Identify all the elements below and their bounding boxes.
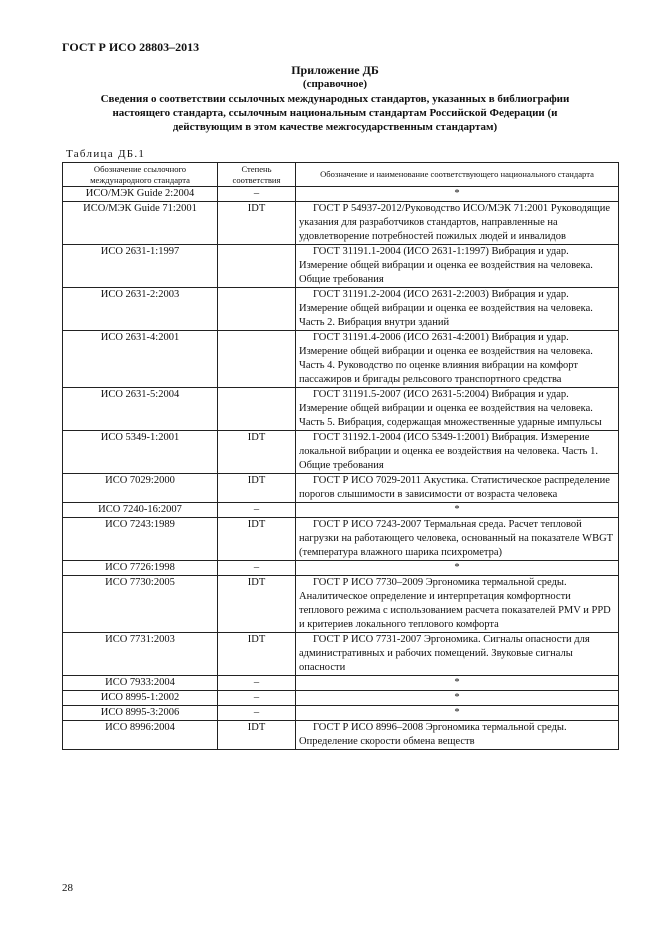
table-row (63, 721, 619, 750)
intl-standard-cell: ИСО 2631-4:2001 (63, 331, 218, 388)
national-standard-cell (296, 202, 619, 245)
degree-cell: IDT (218, 431, 296, 474)
national-standard-text: ГОСТ Р ИСО 7731-2007 Эргономика. Сигналы опасности для административных и рабочих помещений. Звуковые сигналы опасности (299, 634, 590, 673)
degree-cell: IDT (218, 576, 296, 633)
page-number: 28 (62, 882, 73, 894)
national-standard-text: * (454, 707, 460, 718)
national-standard-cell (296, 245, 619, 288)
national-standard-text: * (454, 677, 460, 688)
degree-cell: – (218, 706, 296, 721)
national-standard-text: ГОСТ Р ИСО 7243-2007 Термальная среда. Расчет тепловой нагрузки на работающего человека, основанный на показателе WBGT (температура влажного шарика психрометра) (299, 519, 613, 558)
national-standard-text: ГОСТ Р ИСО 7730–2009 Эргономика термальной среды. Аналитическое определение и интерпретация комфортности теплового режима с использованием расчета показателей PMV и PPD и критериев локального теплового комфорта (299, 577, 611, 630)
table-row (63, 431, 619, 474)
document-standard-header: ГОСТ Р ИСО 28803–2013 (62, 40, 200, 54)
national-standard-text: ГОСТ 31191.2-2004 (ИСО 2631-2:2003) Вибрация и удар. Измерение общей вибрации и оценка ее воздействия на человека. Часть 2. Вибрация внутри зданий (299, 289, 593, 328)
intl-standard-cell: ИСО 8995-3:2006 (63, 706, 218, 721)
table-row (63, 561, 619, 576)
degree-cell: IDT (218, 633, 296, 676)
header-national-standard: Обозначение и наименование соответствующего национального стандарта (296, 163, 619, 187)
table-row (63, 633, 619, 676)
intl-standard-cell: ИСО 8995-1:2002 (63, 691, 218, 706)
national-standard-text: ГОСТ 31191.4-2006 (ИСО 2631-4:2001) Вибрация и удар. Измерение общей вибрации и оценка ее воздействия на человека. Часть 4. Руководство по оценке влияния вибрации на комфорт пассажиров и бригады рельсового транспортного средства (299, 332, 593, 385)
table-row (63, 503, 619, 518)
intl-standard-cell: ИСО/МЭК Guide 71:2001 (63, 202, 218, 245)
national-standard-cell (296, 187, 619, 202)
national-standard-cell (296, 331, 619, 388)
intl-standard-cell: ИСО 7726:1998 (63, 561, 218, 576)
intl-standard-cell: ИСО/МЭК Guide 2:2004 (63, 187, 218, 202)
national-standard-text: ГОСТ 31192.1-2004 (ИСО 5349-1:2001) Вибрация. Измерение локальной вибрации и оценка ее воздействия на человека. Часть 1. Общие требования (299, 432, 598, 471)
appendix-caption-line: настоящего стандарта, ссылочным национальным стандартам Российской Федерации (и (112, 107, 558, 119)
appendix-caption-line: действующим в этом качестве межгосударственным стандартам) (172, 121, 498, 133)
intl-standard-cell: ИСО 7243:1989 (63, 518, 218, 561)
table-row (63, 474, 619, 503)
table-row (63, 706, 619, 721)
header-intl-standard: Обозначение ссылочного международного стандарта (63, 163, 218, 187)
intl-standard-cell: ИСО 7933:2004 (63, 676, 218, 691)
intl-standard-cell: ИСО 7731:2003 (63, 633, 218, 676)
national-standard-cell (296, 474, 619, 503)
table-label: Таблица ДБ.1 (66, 148, 146, 160)
header-degree: Степень соответствия (218, 163, 296, 187)
national-standard-cell (296, 561, 619, 576)
intl-standard-cell: ИСО 7730:2005 (63, 576, 218, 633)
national-standard-cell (296, 633, 619, 676)
national-standard-cell (296, 576, 619, 633)
table-row (63, 676, 619, 691)
national-standard-cell (296, 388, 619, 431)
degree-cell: IDT (218, 518, 296, 561)
national-standard-text: ГОСТ Р 54937-2012/Руководство ИСО/МЭК 71:2001 Руководящие указания для разработчиков стандартов, направленные на удовлетворение потребностей пожилых людей и инвалидов (299, 203, 611, 242)
national-standard-cell (296, 518, 619, 561)
national-standard-cell (296, 288, 619, 331)
degree-cell: IDT (218, 202, 296, 245)
national-standard-cell (296, 706, 619, 721)
table-header-row (63, 163, 619, 187)
intl-standard-cell: ИСО 2631-2:2003 (63, 288, 218, 331)
intl-standard-cell: ИСО 2631-5:2004 (63, 388, 218, 431)
table-row (63, 245, 619, 288)
table-row (63, 691, 619, 706)
degree-cell (218, 288, 296, 331)
degree-cell: – (218, 561, 296, 576)
degree-cell: – (218, 503, 296, 518)
national-standard-cell (296, 503, 619, 518)
degree-cell: IDT (218, 721, 296, 750)
table-row (63, 518, 619, 561)
table-row (63, 202, 619, 245)
table-row (63, 288, 619, 331)
intl-standard-cell: ИСО 8996:2004 (63, 721, 218, 750)
national-standard-text: ГОСТ 31191.5-2007 (ИСО 2631-5:2004) Вибрация и удар. Измерение общей вибрации и оценка ее воздействия на человека. Часть 5. Вибрация, содержащая множественные ударные импульсы (299, 389, 602, 428)
intl-standard-cell: ИСО 7240-16:2007 (63, 503, 218, 518)
national-standard-text: * (454, 692, 460, 703)
degree-cell: – (218, 187, 296, 202)
degree-cell: IDT (218, 474, 296, 503)
national-standard-cell (296, 431, 619, 474)
degree-cell (218, 388, 296, 431)
degree-cell: – (218, 676, 296, 691)
national-standard-text: * (454, 562, 460, 573)
national-standard-cell (296, 721, 619, 750)
table-row (63, 187, 619, 202)
table-body (63, 187, 619, 750)
appendix-caption-line: Сведения о соответствии ссылочных международных стандартов, указанных в библиографии (100, 93, 570, 105)
national-standard-cell (296, 691, 619, 706)
intl-standard-cell: ИСО 2631-1:1997 (63, 245, 218, 288)
table-row (63, 331, 619, 388)
table-row (63, 388, 619, 431)
national-standard-text: ГОСТ Р ИСО 7029-2011 Акустика. Статистическое распределение порогов слышимости в зависимости от возраста человека (299, 475, 610, 500)
appendix-caption (40, 92, 630, 134)
degree-cell (218, 245, 296, 288)
appendix-heading (40, 63, 630, 134)
degree-cell (218, 331, 296, 388)
intl-standard-cell: ИСО 7029:2000 (63, 474, 218, 503)
national-standard-text: ГОСТ Р ИСО 8996–2008 Эргономика термальной среды. Определение скорости обмена веществ (299, 722, 567, 747)
national-standard-cell (296, 676, 619, 691)
appendix-title: Приложение ДБ (291, 63, 379, 77)
standards-correspondence-table (62, 162, 619, 750)
national-standard-text: * (454, 188, 460, 199)
appendix-subtitle: (справочное) (302, 78, 368, 90)
national-standard-text: ГОСТ 31191.1-2004 (ИСО 2631-1:1997) Вибрация и удар. Измерение общей вибрации и оценка ее воздействия на человека. Общие требования (299, 246, 593, 285)
table-row (63, 576, 619, 633)
national-standard-text: * (454, 504, 460, 515)
degree-cell: – (218, 691, 296, 706)
intl-standard-cell: ИСО 5349-1:2001 (63, 431, 218, 474)
